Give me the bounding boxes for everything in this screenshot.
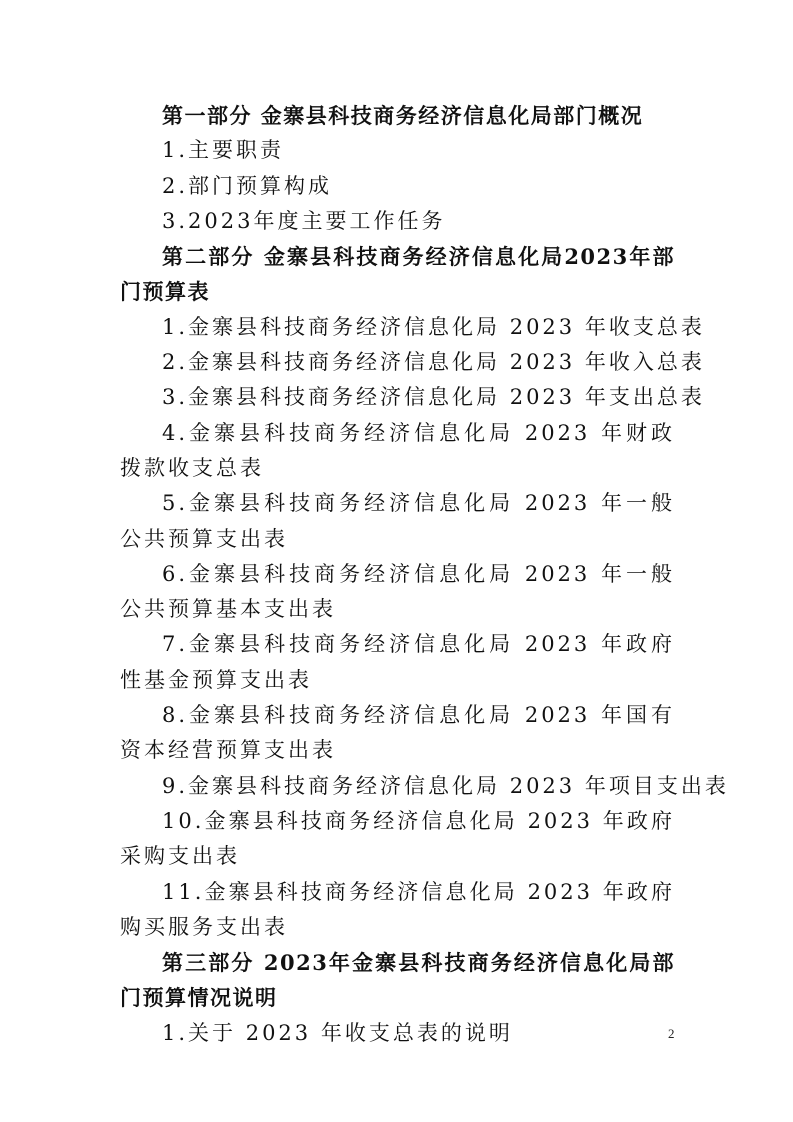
toc-item: 1.金寨县科技商务经济信息化局 2023 年收支总表	[162, 314, 705, 339]
toc-item: 2.金寨县科技商务经济信息化局 2023 年收入总表	[162, 350, 705, 375]
toc-item: 2.部门预算构成	[162, 173, 333, 198]
toc-item: 7.金寨县科技商务经济信息化局 2023 年政府性基金预算支出表	[120, 632, 675, 692]
toc-item: 8.金寨县科技商务经济信息化局 2023 年国有资本经营预算支出表	[120, 703, 675, 763]
page-number: 2	[668, 1026, 675, 1041]
section-heading-part-three: 第三部分 2023年金寨县科技商务经济信息化局部门预算情况说明	[120, 950, 675, 1011]
section-heading-part-one: 第一部分 金寨县科技商务经济信息化局部门概况	[162, 103, 644, 128]
toc-item: 1.主要职责	[162, 138, 285, 163]
toc-item: 9.金寨县科技商务经济信息化局 2023 年项目支出表	[162, 773, 729, 798]
toc-item: 4.金寨县科技商务经济信息化局 2023 年财政拨款收支总表	[120, 420, 675, 480]
toc-item: 5.金寨县科技商务经济信息化局 2023 年一般公共预算支出表	[120, 491, 675, 551]
toc-item: 3.2023年度主要工作任务	[162, 208, 446, 233]
section-heading-part-two: 第二部分 金寨县科技商务经济信息化局2023年部门预算表	[120, 244, 675, 305]
toc-item: 11.金寨县科技商务经济信息化局 2023 年政府购买服务支出表	[120, 879, 675, 939]
toc-item: 1.关于 2023 年收支总表的说明	[162, 1020, 513, 1045]
toc-item: 10.金寨县科技商务经济信息化局 2023 年政府采购支出表	[120, 808, 675, 869]
toc-item: 3.金寨县科技商务经济信息化局 2023 年支出总表	[162, 385, 705, 410]
toc-item: 6.金寨县科技商务经济信息化局 2023 年一般公共预算基本支出表	[120, 561, 675, 622]
table-of-contents	[120, 98, 729, 1051]
